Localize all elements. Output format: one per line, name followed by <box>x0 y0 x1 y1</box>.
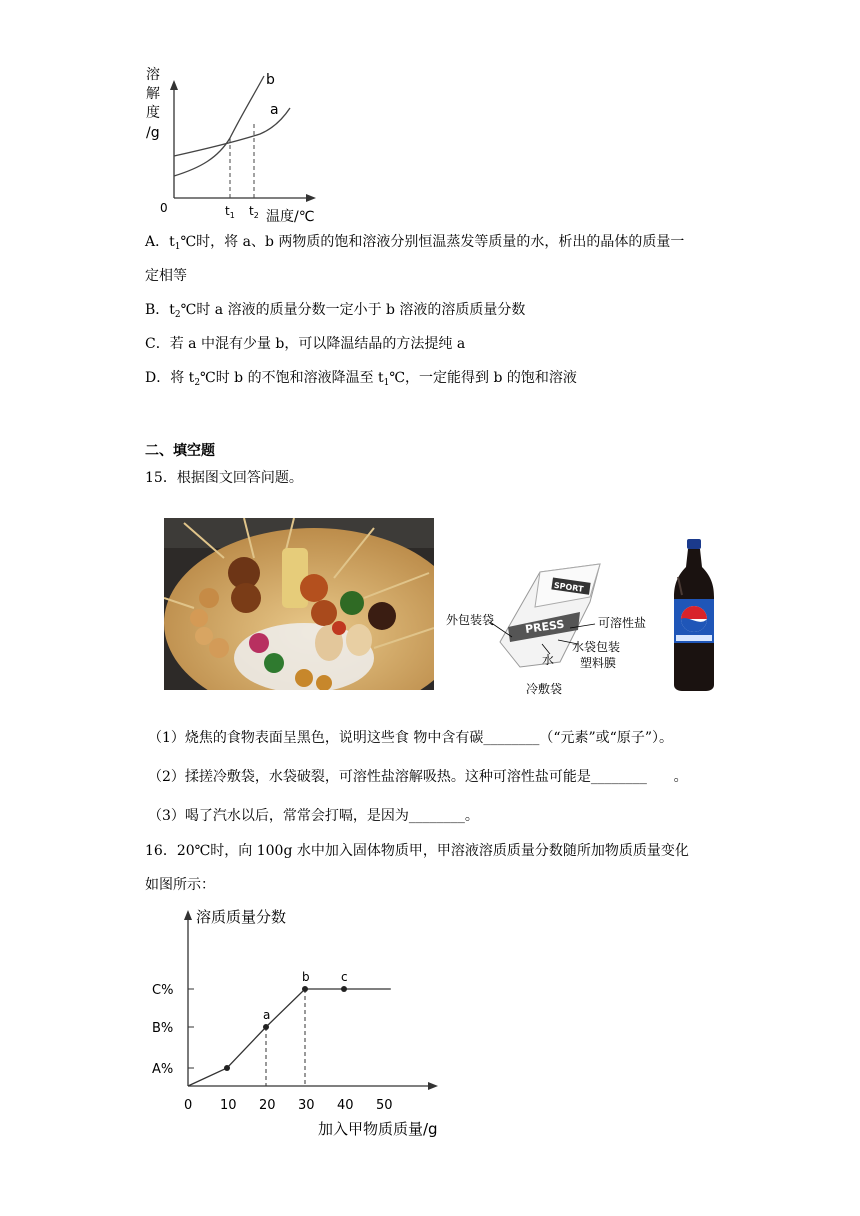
x-tick-label: 0 <box>184 1098 193 1113</box>
question-15-stem: 15．根据图文回答问题。 <box>145 470 303 486</box>
water-label: 水 <box>542 653 555 667</box>
x-axis-title: 加入甲物质质量/g <box>318 1120 438 1138</box>
x-tick-label: 50 <box>376 1098 393 1113</box>
data-point <box>302 986 308 992</box>
curve-b <box>174 76 264 176</box>
soluble-salt-label: 可溶性盐 <box>598 616 647 630</box>
option-a-line2: 定相等 <box>145 268 187 284</box>
series-line <box>188 989 391 1086</box>
solubility-chart <box>140 62 340 224</box>
section-title: 二、填空题 <box>145 443 215 459</box>
data-point <box>224 1065 230 1071</box>
option-d: D．将 $t_2℃$时 b 的不饱和溶液降温至 $t_1℃$，一定能得到 b 的饱和溶液 <box>145 370 577 388</box>
x-tick-label: 40 <box>337 1098 354 1113</box>
svg-text:PRESS: PRESS <box>524 617 566 637</box>
y-axis-arrow <box>170 80 178 90</box>
y-axis-title: 溶质质量分数 <box>196 908 287 926</box>
y-tick-label: C% <box>152 983 174 998</box>
x-axis-arrow <box>306 194 316 202</box>
x-axis-arrow <box>428 1082 438 1090</box>
water-bag-label-1: 水袋包装 <box>572 640 621 654</box>
data-point-label: a <box>263 1008 271 1022</box>
question-16-line2: 如图所示： <box>145 877 215 893</box>
skewers-photo <box>164 518 434 690</box>
y-axis-label-4: /g <box>146 125 160 141</box>
svg-text:SPORT: SPORT <box>553 580 584 594</box>
y-axis-label-2: 解 <box>146 86 160 102</box>
y-axis-label-1: 溶 <box>146 67 160 83</box>
x-axis-label: 温度/℃ <box>266 209 315 224</box>
soda-bottle-photo <box>668 537 720 692</box>
origin-label: 0 <box>160 201 168 215</box>
option-c: C．若 a 中混有少量 b，可以降温结晶的方法提纯 a <box>145 336 466 352</box>
y-axis-label-3: 度 <box>146 105 160 121</box>
cold-pack-caption: 冷敷袋 <box>526 682 563 696</box>
curve-b-label: b <box>266 72 275 88</box>
question-15-part-2: （2）揉搓冷敷袋，水袋破裂，可溶性盐溶解吸热。这种可溶性盐可能是________ 。 <box>148 769 688 785</box>
question-16-line1: 16．20℃时，向 100g 水中加入固体物质甲，甲溶液溶质质量分数随所加物质质量变化 <box>145 843 689 859</box>
option-a-line1: A．$t_1℃$时，将 a、b 两物质的饱和溶液分别恒温蒸发等质量的水，析出的晶体的质量一 <box>145 234 685 252</box>
question-15-part-1: （1）烧焦的食物表面呈黑色，说明这些食 物中含有碳________（“元素”或“原子”）。 <box>148 730 673 746</box>
y-tick-label: B% <box>152 1021 174 1036</box>
y-axis-arrow <box>184 910 192 920</box>
t1-label: $t_1$ <box>225 204 235 220</box>
x-tick-label: 30 <box>298 1098 315 1113</box>
option-b: B．$t_2℃$时 a 溶液的质量分数一定小于 b 溶液的溶质质量分数 <box>145 302 526 320</box>
x-tick-label: 10 <box>220 1098 237 1113</box>
cold-pack-diagram <box>440 552 660 700</box>
data-point-label: b <box>302 970 310 984</box>
curve-a-label: a <box>270 102 279 118</box>
t2-label: $t_2$ <box>249 204 259 220</box>
question-15-part-3: （3）喝了汽水以后，常常会打嗝，是因为________。 <box>148 808 479 824</box>
x-tick-label: 20 <box>259 1098 276 1113</box>
outer-bag-label: 外包装袋 <box>446 613 495 627</box>
data-point-label: c <box>341 970 348 984</box>
y-tick-label: A% <box>152 1062 174 1077</box>
data-point <box>341 986 347 992</box>
water-bag-label-2: 塑料膜 <box>580 656 617 670</box>
data-point <box>263 1024 269 1030</box>
mass-fraction-chart <box>140 900 460 1145</box>
